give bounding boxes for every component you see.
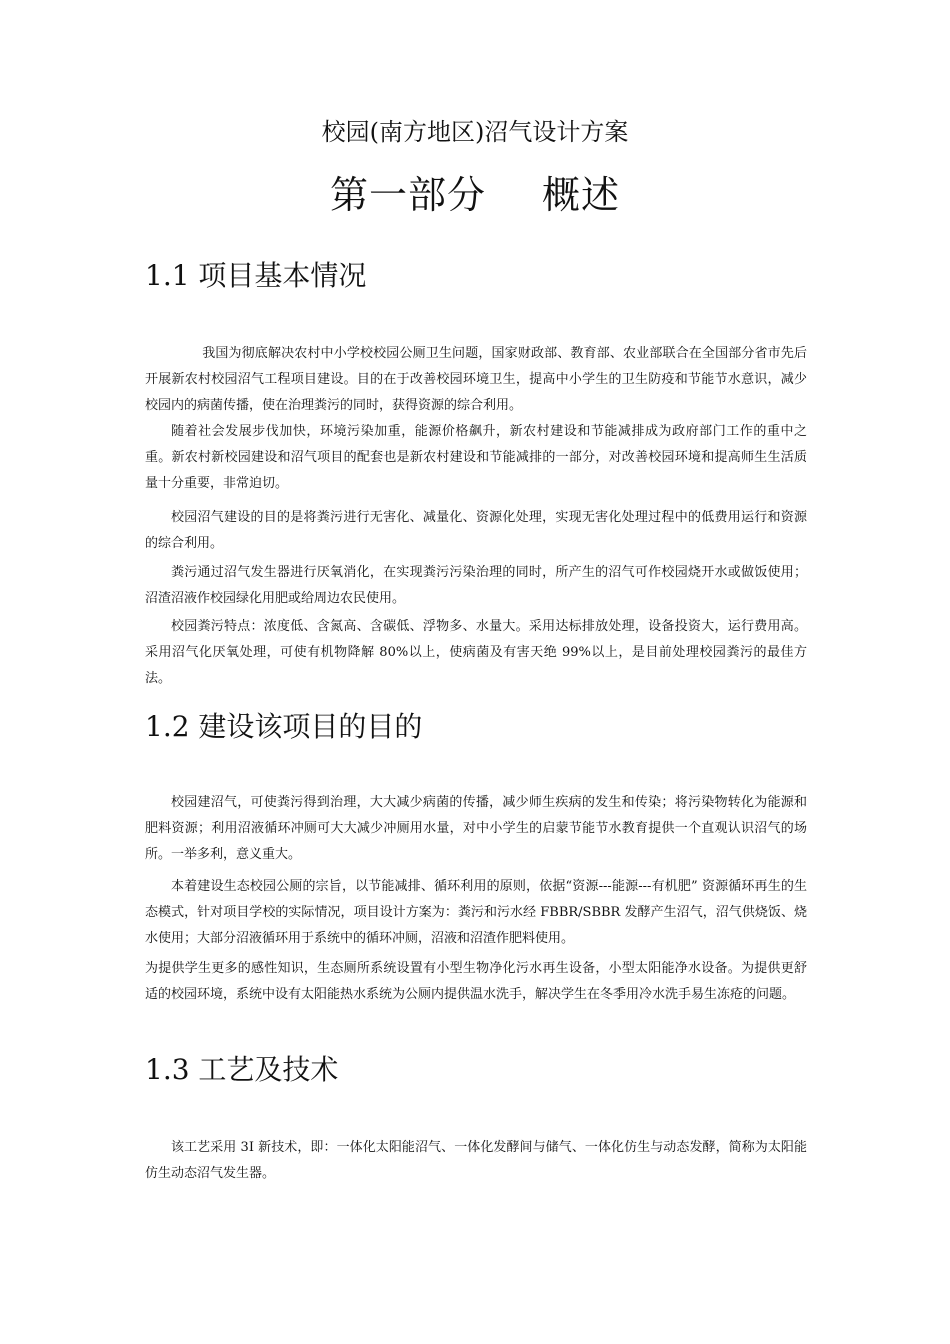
paragraph: 粪污通过沼气发生器进行厌氧消化，在实现粪污污染治理的同时，所产生的沼气可作校园烧开水或做饭使用；沼渣沼液作校园绿化用肥或给周边农民使用。	[145, 565, 807, 606]
section-heading-1-2: 1.2 建设该项目的目的	[145, 710, 423, 743]
section-heading-1-3: 1.3 工艺及技术	[145, 1053, 339, 1086]
part-title	[0, 168, 950, 222]
paragraph: 校园粪污特点：浓度低、含氮高、含碳低、浮物多、水量大。采用达标排放处理，设备投资大，运行费用高。采用沼气化厌氧处理，可使有机物降解 80%以上，使病菌及有害天绝 99%以上，是目前处理校园粪污的最佳方法。	[145, 619, 807, 686]
section-heading-1-1: 1.1 项目基本情况	[145, 259, 367, 292]
paragraph: 本着建设生态校园公厕的宗旨，以节能减排、循环利用的原则，依据“资源---能源---有机肥” 资源循环再生的生态模式，针对项目学校的实际情况，项目设计方案为：粪污和污水经 FBBR/SBBR 发酵产生沼气，沼气供烧饭、烧水使用；大部分沼液循环用于系统中的循环冲厕，沼液和沼渣作肥料使用。	[145, 879, 807, 946]
paragraph: 校园沼气建设的目的是将粪污进行无害化、减量化、资源化处理，实现无害化处理过程中的低费用运行和资源的综合利用。	[145, 510, 807, 551]
part-title-number: 第一部分	[329, 173, 486, 217]
paragraph: 我国为彻底解决农村中小学校校园公厕卫生问题，国家财政部、教育部、农业部联合在全国部分省市先后开展新农村校园沼气工程项目建设。目的在于改善校园环境卫生，提高中小学生的卫生防疫和节能节水意识，减少校园内的病菌传播，使在治理粪污的同时，获得资源的综合利用。	[145, 346, 807, 413]
document-title: 校园(南方地区)沼气设计方案	[321, 118, 629, 146]
paragraph: 校园建沼气，可使粪污得到治理，大大减少病菌的传播，减少师生疾病的发生和传染；将污染物转化为能源和肥料资源；利用沼液循环冲厕可大大减少冲厕用水量，对中小学生的启蒙节能节水教育提供一个直观认识沼气的场所。一举多利，意义重大。	[145, 795, 807, 862]
paragraph: 该工艺采用 3I 新技术，即：一体化太阳能沼气、一体化发酵间与储气、一体化仿生与动态发酵，简称为太阳能仿生动态沼气发生器。	[145, 1140, 807, 1181]
part-title-name: 概述	[542, 173, 621, 217]
paragraph: 随着社会发展步伐加快，环境污染加重，能源价格飙升，新农村建设和节能减排成为政府部门工作的重中之重。新农村新校园建设和沼气项目的配套也是新农村建设和节能减排的一部分，对改善校园环境和提高师生生活质量十分重要，非常迫切。	[145, 424, 807, 491]
paragraph: 为提供学生更多的感性知识，生态厕所系统设置有小型生物净化污水再生设备，小型太阳能净水设备。为提供更舒适的校园环境，系统中设有太阳能热水系统为公厕内提供温水洗手，解决学生在冬季用冷水洗手易生冻疮的问题。	[145, 961, 807, 1002]
